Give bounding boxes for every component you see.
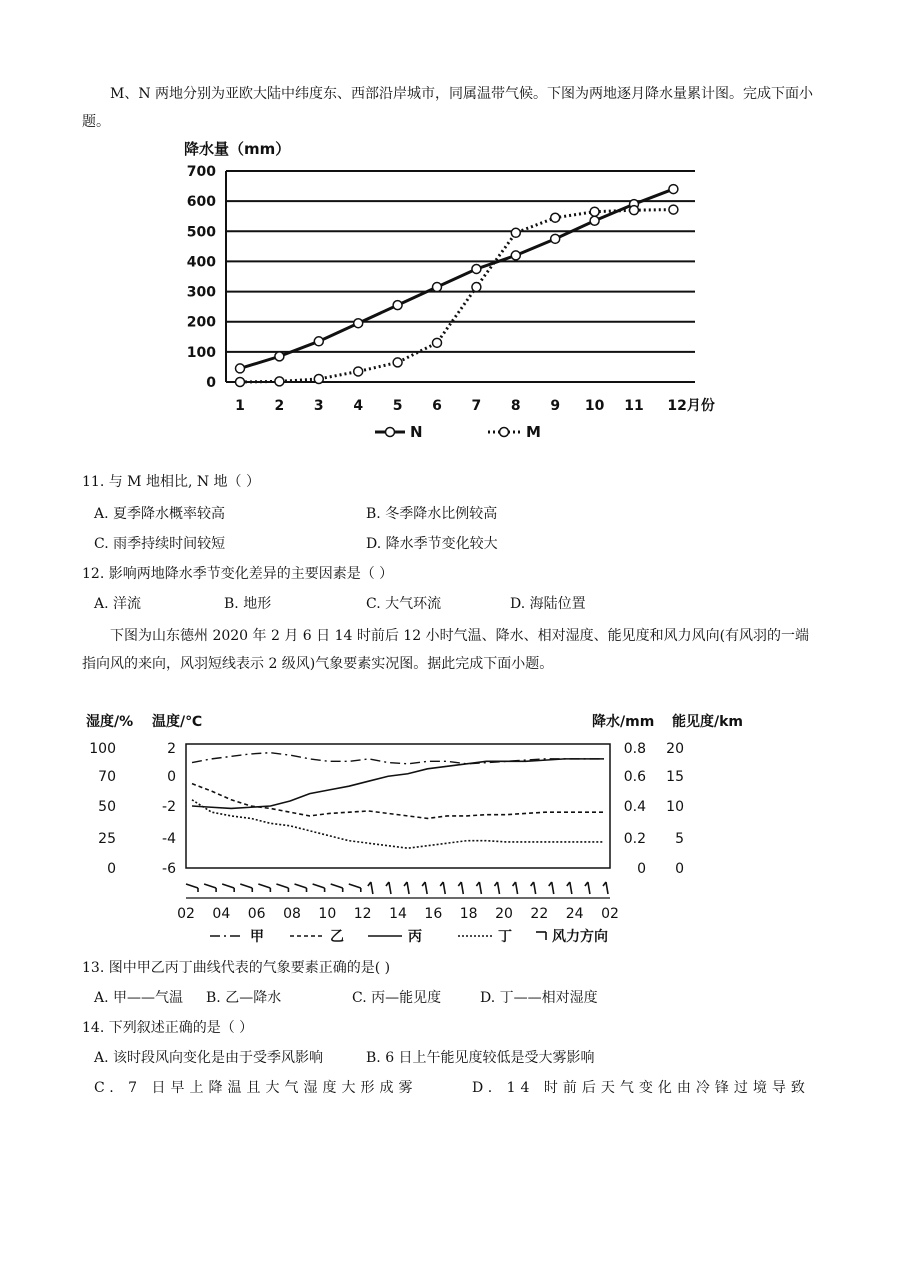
x-tick-label: 22 (530, 906, 549, 922)
humidity-axis-label: 湿度/% (86, 714, 134, 730)
legend-label: 丙 (408, 929, 422, 945)
legend-label: 甲 (250, 929, 264, 945)
chart2-series (192, 753, 604, 848)
wind-barb (549, 882, 554, 894)
q11-intro-paragraph: M、N 两地分别为亚欧大陆中纬度东、西部沿岸城市，同属温带气候。下图为两地逐月降水量累计图。完成下面小题。 (82, 86, 814, 130)
chart1-legend (375, 423, 541, 441)
precipitation-tick-label: 0.4 (623, 799, 646, 815)
data-point-m (433, 338, 442, 347)
wind-barb (222, 884, 234, 892)
legend-label: 丁 (498, 929, 512, 945)
data-point-n (236, 364, 245, 373)
q11-option-c[interactable]: C. 雨季持续时间较短 (94, 536, 226, 552)
legend-m-label: M (526, 423, 541, 441)
wind-barb (404, 882, 409, 894)
legend-item (290, 929, 344, 945)
x-tick-label: 7 (471, 398, 482, 414)
q11-option-b[interactable]: B. 冬季降水比例较高 (366, 506, 498, 522)
chart1-y-ticks (187, 164, 216, 391)
chart2-legend (210, 928, 608, 945)
wind-barb (331, 884, 343, 892)
data-point-m (630, 206, 639, 215)
data-point-n (393, 301, 402, 310)
visibility-tick-label: 10 (666, 799, 684, 815)
data-point-m (314, 374, 323, 383)
q12-option-d[interactable]: D. 海陆位置 (510, 596, 586, 612)
legend-item (458, 929, 512, 945)
x-tick-label: 02 (601, 906, 619, 922)
x-tick-label: 14 (389, 906, 407, 922)
visibility-tick-label: 5 (675, 831, 684, 847)
wind-barb (240, 884, 252, 892)
data-point-n (275, 352, 284, 361)
wind-barb (204, 884, 216, 892)
data-point-n (669, 185, 678, 194)
data-point-n (511, 251, 520, 260)
q12-option-a[interactable]: A. 洋流 (94, 596, 142, 612)
x-tick-label: 5 (392, 398, 403, 414)
q12-option-c[interactable]: C. 大气环流 (366, 596, 442, 612)
data-point-m (590, 207, 599, 216)
y-tick-label: 600 (186, 194, 216, 211)
weather-elements-chart (80, 706, 760, 950)
data-point-m (236, 378, 245, 387)
q14-option-b[interactable]: B. 6 日上午能见度较低是受大雾影响 (366, 1050, 595, 1066)
x-tick-label: 10 (584, 398, 605, 414)
chart1-ylabel: 降水量（mm） (184, 140, 291, 158)
legend-n-label: N (410, 423, 423, 441)
chart2-axis-ticks (89, 741, 684, 877)
wind-barb (440, 882, 445, 894)
wind-barb (186, 884, 198, 892)
series-line-丙 (192, 759, 604, 809)
y-tick-label: 500 (186, 224, 216, 241)
x-tick-label: 18 (459, 906, 478, 922)
x-tick-label: 4 (353, 398, 364, 414)
wind-barb (458, 882, 463, 894)
wind-barb (295, 884, 307, 892)
visibility-tick-label: 0 (675, 861, 684, 877)
series-line-n (240, 189, 673, 368)
wind-barb (494, 882, 499, 894)
wind-barb (349, 884, 361, 892)
x-tick-label: 12 (353, 906, 372, 922)
x-tick-label: 8 (510, 398, 521, 414)
x-tick-label: 3 (313, 398, 324, 414)
y-tick-label: 0 (206, 375, 216, 391)
x-tick-label: 04 (212, 906, 231, 922)
chart1-x-ticks (235, 397, 715, 414)
wind-barb (422, 882, 427, 894)
question-11: 11. 与 M 地相比, N 地（ ） (82, 474, 261, 490)
humidity-tick-label: 50 (98, 799, 116, 815)
x-tick-label: 08 (283, 906, 301, 922)
q14-option-d[interactable]: D. 14 时前后天气变化由冷锋过境导致 (472, 1080, 810, 1096)
data-point-m (393, 358, 402, 367)
data-point-m (669, 205, 678, 214)
y-tick-label: 200 (186, 314, 216, 331)
question-14: 14. 下列叙述正确的是（ ） (82, 1020, 254, 1036)
series-line-m (240, 210, 673, 382)
legend-label: 风力方向 (552, 929, 608, 945)
wind-barb (567, 882, 572, 894)
precipitation-tick-label: 0 (637, 861, 646, 877)
q14-option-a[interactable]: A. 该时段风向变化是由于受季风影响 (94, 1050, 324, 1066)
q14-option-c[interactable]: C. 7 日早上降温且大气湿度大形成雾 (94, 1080, 418, 1096)
precipitation-tick-label: 0.6 (623, 769, 646, 785)
x-tick-label: 02 (177, 906, 195, 922)
data-point-m (551, 213, 560, 222)
question-13: 13. 图中甲乙丙丁曲线代表的气象要素正确的是( ) (82, 960, 391, 976)
wind-barb (603, 882, 608, 894)
q12-option-b[interactable]: B. 地形 (224, 596, 272, 612)
visibility-tick-label: 20 (666, 741, 684, 757)
wind-barb (476, 882, 481, 894)
legend-item (368, 929, 422, 945)
precipitation-axis-label: 降水/mm (592, 714, 655, 730)
humidity-tick-label: 25 (98, 831, 116, 847)
temperature-tick-label: -2 (162, 799, 176, 815)
series-line-乙 (192, 784, 604, 819)
x-tick-label: 2 (274, 398, 285, 414)
data-point-n (590, 216, 599, 225)
x-tick-label: 6 (432, 398, 442, 414)
humidity-tick-label: 70 (98, 769, 116, 785)
temperature-tick-label: 2 (167, 741, 176, 757)
legend-label: 乙 (330, 929, 344, 945)
wind-barb (585, 882, 590, 894)
chart1-series (236, 185, 678, 387)
wind-barb (276, 884, 288, 892)
data-point-n (354, 319, 363, 328)
data-point-m (275, 377, 284, 386)
q13-option-c[interactable]: C. 丙—能见度 (352, 990, 442, 1006)
humidity-tick-label: 0 (107, 861, 116, 877)
temperature-tick-label: -6 (162, 861, 176, 877)
x-tick-label: 11 (624, 398, 644, 414)
x-tick-label: 24 (565, 906, 584, 922)
temperature-axis-label: 温度/℃ (152, 714, 203, 730)
x-tick-label: 20 (495, 906, 513, 922)
legend-item (536, 928, 608, 945)
data-point-n (551, 234, 560, 243)
x-tick-label: 06 (247, 906, 266, 922)
temperature-tick-label: 0 (167, 769, 176, 785)
wind-barbs (186, 882, 608, 894)
q13-option-d[interactable]: D. 丁——相对湿度 (480, 990, 598, 1006)
data-point-m (472, 283, 481, 292)
q11-option-d[interactable]: D. 降水季节变化较大 (366, 536, 498, 552)
y-tick-label: 100 (186, 344, 216, 361)
q11-option-a[interactable]: A. 夏季降水概率较高 (94, 506, 226, 522)
x-tick-label: 1 (235, 398, 245, 414)
q13-option-b[interactable]: B. 乙—降水 (206, 990, 282, 1006)
wind-barb (258, 884, 270, 892)
precipitation-tick-label: 0.8 (623, 741, 646, 757)
visibility-tick-label: 15 (666, 769, 684, 785)
y-tick-label: 400 (186, 254, 216, 271)
x-tick-label: 16 (424, 906, 443, 922)
visibility-axis-label: 能见度/km (672, 714, 744, 730)
x-tick-label: 9 (550, 398, 561, 414)
humidity-tick-label: 100 (89, 741, 116, 757)
temperature-tick-label: -4 (162, 831, 176, 847)
q13-option-a[interactable]: A. 甲——气温 (94, 990, 184, 1006)
data-point-n (433, 283, 442, 292)
data-point-m (354, 367, 363, 376)
precipitation-tick-label: 0.2 (623, 831, 646, 847)
x-tick-label: 10 (318, 906, 337, 922)
chart2-x-ticks (177, 906, 619, 922)
wind-barb (386, 882, 391, 894)
data-point-n (314, 337, 323, 346)
data-point-n (472, 264, 481, 273)
question-12: 12. 影响两地降水季节变化差异的主要因素是（ ） (82, 566, 394, 582)
y-tick-label: 700 (186, 164, 216, 180)
y-tick-label: 300 (186, 284, 216, 301)
legend-item (210, 929, 264, 945)
data-point-m (511, 228, 520, 237)
wind-barb (313, 884, 325, 892)
wind-barb (513, 882, 518, 894)
precipitation-cumulative-chart (170, 130, 730, 450)
x-tick-label: 12月份 (667, 398, 715, 414)
series-line-甲 (192, 753, 604, 764)
q13-intro-paragraph: 下图为山东德州 2020 年 2 月 6 日 14 时前后 12 小时气温、降水、相对湿度、能见度和风力风向(有风羽的一端指向风的来向，风羽短线表示 2 级风)气象要素实况图。据此完成下面小题。 (82, 628, 810, 672)
wind-barb (368, 882, 373, 894)
wind-barb (531, 882, 536, 894)
